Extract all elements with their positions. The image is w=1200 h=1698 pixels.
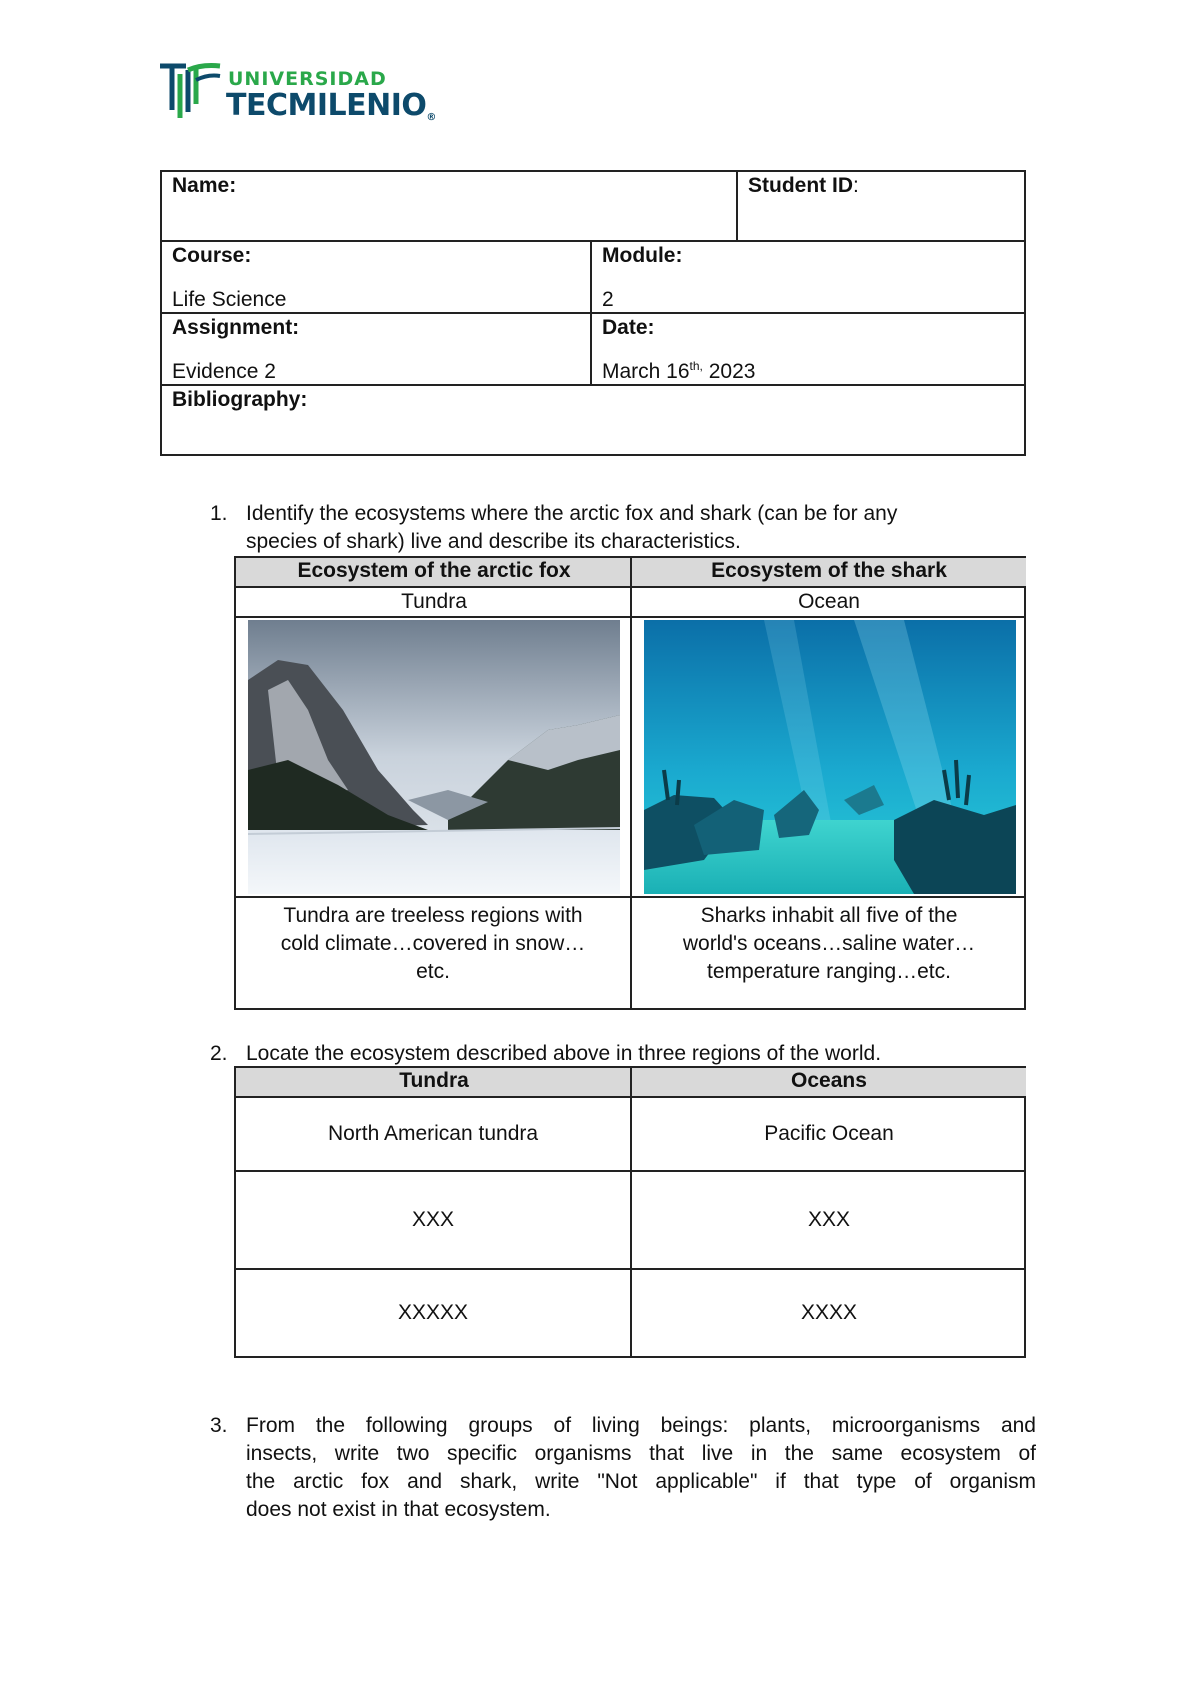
logo-mark-icon — [158, 62, 224, 126]
ocean-photo — [644, 620, 1016, 894]
question-1-number: 1. — [210, 502, 228, 525]
student-id-label — [748, 174, 859, 198]
date-value — [602, 359, 755, 384]
question-3-line-3: the arctic fox and shark, write "Not applicable" if that type of organism — [246, 1470, 1036, 1493]
ocean-description-line-1: Sharks inhabit all five of the — [700, 904, 958, 927]
bibliography-label: Bibliography: — [172, 388, 308, 411]
tundra-description-line-3: etc. — [416, 960, 450, 983]
regions-table — [234, 1066, 1026, 1358]
table-row-1-ocean: Pacific Ocean — [764, 1122, 894, 1145]
tundra-description — [236, 902, 630, 986]
question-2 — [210, 1040, 1030, 1068]
name-cell — [160, 170, 738, 242]
logo-name: TECMILENIO — [226, 88, 427, 123]
assignment-value: Evidence 2 — [172, 360, 276, 383]
logo-line-tecmilenio — [226, 88, 436, 123]
table-row-3-tundra: XXXXX — [397, 1301, 469, 1324]
table-header-shark: Ecosystem of the shark — [632, 558, 1026, 586]
question-2-text: Locate the ecosystem described above in three regions of the world. — [246, 1042, 882, 1065]
ecosystem-name-tundra: Tundra — [401, 590, 467, 613]
ocean-description-line-3: temperature ranging…etc. — [707, 960, 951, 983]
student-id-cell — [736, 170, 1026, 242]
tundra-photo — [248, 620, 620, 894]
date-cell — [590, 312, 1026, 386]
question-3 — [210, 1412, 1036, 1528]
question-3-number: 3. — [210, 1414, 228, 1437]
bibliography-cell — [160, 384, 1026, 456]
ecosystem-table — [234, 556, 1026, 1010]
student-id-text: Student ID — [748, 174, 853, 197]
ocean-description — [632, 902, 1026, 986]
name-label: Name: — [172, 174, 237, 197]
module-label: Module: — [602, 244, 683, 267]
question-1-line-2: species of shark) live and describe its characteristics. — [246, 530, 741, 553]
course-label: Course: — [172, 244, 252, 267]
table-header-arctic-fox: Ecosystem of the arctic fox — [236, 558, 632, 586]
question-2-number: 2. — [210, 1042, 228, 1065]
course-value: Life Science — [172, 288, 287, 311]
university-logo — [158, 62, 458, 126]
module-cell — [590, 240, 1026, 314]
table-header-oceans: Oceans — [632, 1068, 1026, 1096]
table-row-2-tundra: XXX — [411, 1208, 455, 1231]
table-row-1-tundra: North American tundra — [327, 1122, 539, 1145]
date-value-suffix: th, — [689, 359, 703, 373]
student-id-colon: : — [853, 174, 859, 197]
assignment-cell — [160, 312, 592, 386]
table-row-3-ocean: XXXX — [800, 1301, 858, 1324]
question-3-line-1: From the following groups of living beings: plants, microorganisms and — [246, 1414, 1036, 1437]
date-label: Date: — [602, 316, 655, 339]
question-1-line-1: Identify the ecosystems where the arctic fox and shark (can be for any — [246, 502, 898, 525]
module-value: 2 — [602, 288, 614, 311]
logo-line-universidad: UNIVERSIDAD — [228, 68, 387, 90]
logo-registered: ® — [426, 112, 436, 123]
date-value-year: 2023 — [702, 360, 756, 383]
question-3-line-2: insects, write two specific organisms that live in the same ecosystem of — [246, 1442, 1036, 1465]
table-header-tundra: Tundra — [236, 1068, 632, 1096]
ecosystem-name-ocean: Ocean — [798, 590, 860, 613]
tundra-description-line-2: cold climate…covered in snow… — [280, 932, 586, 955]
table-row-2-ocean: XXX — [807, 1208, 851, 1231]
question-3-text — [246, 1412, 1036, 1524]
ocean-description-line-2: world's oceans…saline water… — [682, 932, 976, 955]
question-3-line-4: does not exist in that ecosystem. — [246, 1498, 551, 1521]
question-1 — [210, 500, 1030, 556]
date-value-main: March 16 — [602, 360, 690, 383]
tundra-description-line-1: Tundra are treeless regions with — [283, 904, 583, 927]
assignment-label: Assignment: — [172, 316, 300, 339]
course-cell — [160, 240, 592, 314]
